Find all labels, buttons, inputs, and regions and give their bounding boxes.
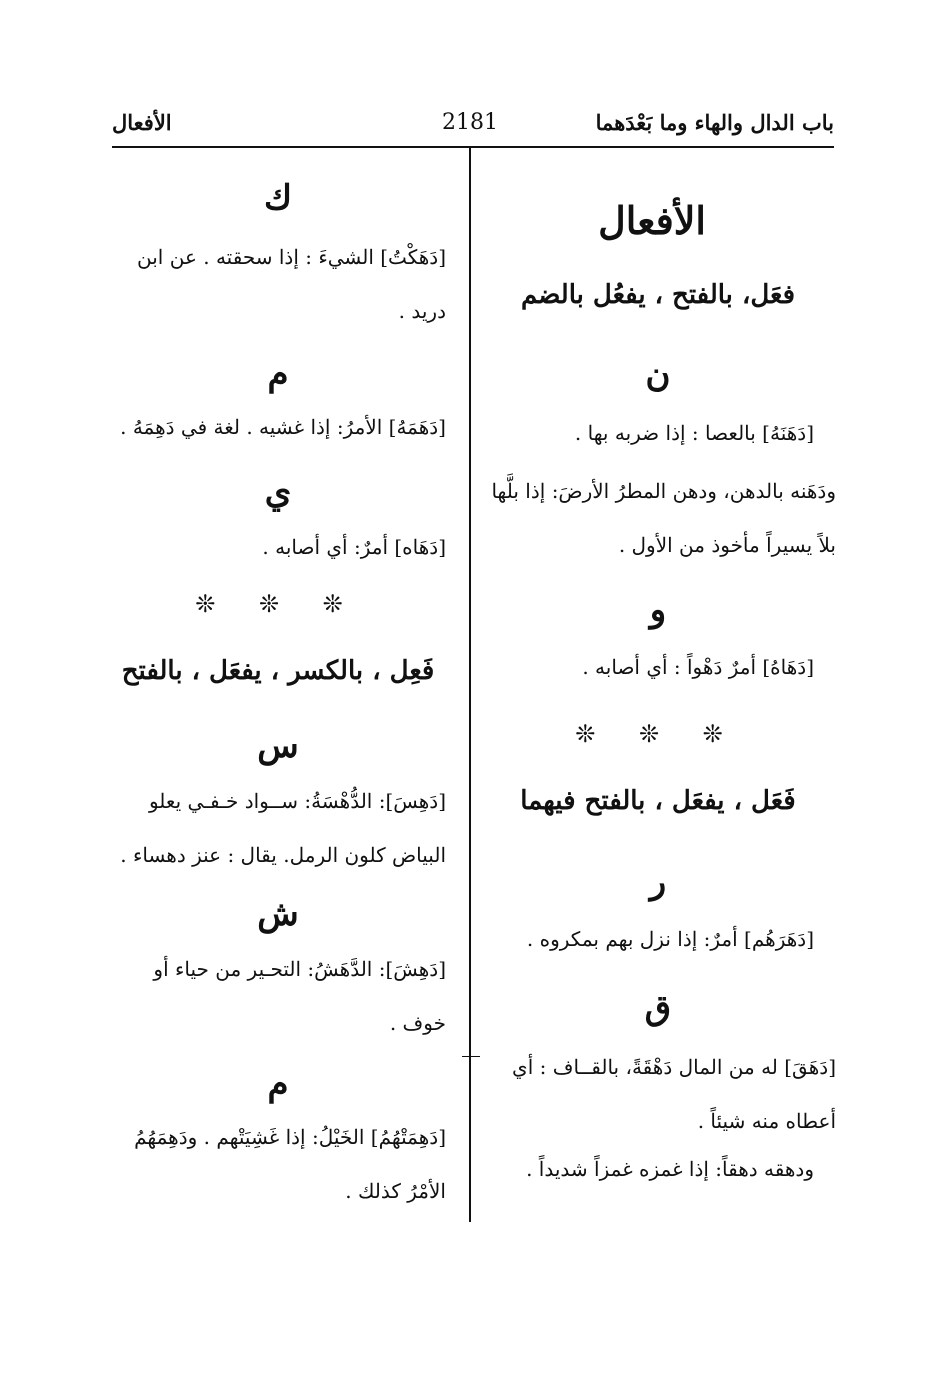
entry-text: [دَهَنَهُ] بالعصا : إذا ضربه بها . <box>574 421 814 445</box>
page-number: 2181 <box>442 110 498 135</box>
letter-heading: ي <box>264 472 292 512</box>
entry-text: [دَهَقَ] له من المال دَهْقَةً، بالقــاف : أي أعطاه منه شيئاً . <box>512 1055 836 1133</box>
section-heading: فَعَل ، يفعَل ، بالفتح فيهما <box>520 786 796 816</box>
entry-text: [دَهِشَ]: الدَّهَشُ: التحـير من حياء أو خوف . <box>153 957 446 1035</box>
letter-heading: س <box>257 726 299 766</box>
section-heading: فَعِل ، بالكسر ، يفعَل ، بالفتح <box>121 656 435 686</box>
letter-heading: ش <box>257 894 299 934</box>
letter-heading: ن <box>645 355 671 395</box>
column-divider <box>469 148 471 1222</box>
entry-text: [دَهَكْتُ] الشيءَ : إذا سحقته . عن ابن دريد . <box>137 245 446 323</box>
entry-text: [دَهَمَهُ] الأمرُ: إذا غشيه . لغة في دَهِمَهُ . <box>120 415 446 439</box>
page-header <box>112 110 834 142</box>
header-rule <box>112 146 834 148</box>
letter-heading: ر <box>649 862 667 902</box>
header-chapter-title: باب الدال والهاء وما بَعْدَهما <box>595 110 834 135</box>
letter-heading: ق <box>644 988 672 1028</box>
header-section-title: الأفعال <box>112 110 172 135</box>
letter-heading: م <box>267 354 289 394</box>
section-heading: فعَل، بالفتح ، يفعُل بالضم <box>520 280 796 310</box>
letter-heading: م <box>267 1064 289 1104</box>
entry-text: [دَهَاه] أمرٌ: أي أصابه . <box>262 535 446 559</box>
section-separator: ❊ ❊ ❊ <box>195 590 361 618</box>
entry-text: [دَهَاهُ] أمرٌ دَهْواً : أي أصابه . <box>582 655 814 679</box>
entry-text: [دَهِسَ]: الدُّهْسَةُ: ســواد خـفـي يعلو البياض كلون الرمل. يقال : عنز دهساء . <box>120 789 446 867</box>
divider-tick <box>462 1056 480 1057</box>
entry-text: ودهقه دهقاً: إذا غمزه غمزاً شديداً . <box>526 1157 814 1181</box>
section-separator: ❊ ❊ ❊ <box>575 720 741 748</box>
letter-heading: ك <box>263 178 293 218</box>
main-title: الأفعال <box>598 198 706 243</box>
letter-heading: و <box>649 590 667 630</box>
entry-text: [دَهِمَتْهُمُ] الخَيْلُ: إذا غَشِيَتْهم . ودَهِمَهُمُ الأمْرُ كذلك . <box>134 1125 446 1203</box>
entry-text: [دَهَرَهُم] أمرٌ: إذا نزل بهم بمكروه . <box>526 927 814 951</box>
entry-text: ودَهَنه بالدهن، ودهن المطرُ الأرضَ: إذا بلَّها بلاً يسيراً مأخوذ من الأول . <box>491 479 836 557</box>
